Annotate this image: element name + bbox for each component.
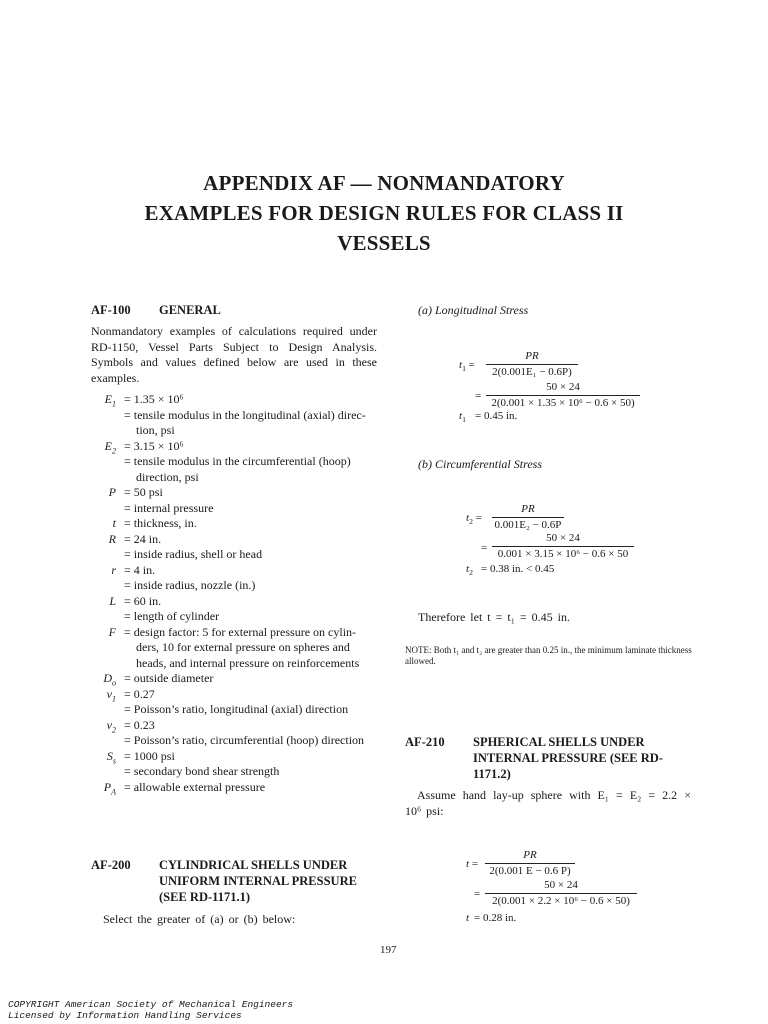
symbol-t: t	[112, 516, 116, 530]
circ-eq2-den: 0.001 × 3.15 × 10⁶ − 0.6 × 50	[492, 546, 634, 561]
af210-heading-line-3: 1171.2)	[473, 767, 511, 781]
e1-desc-1: = tensile modulus in the longitudinal (axial) direc-	[124, 408, 366, 422]
af200-heading-line-1: CYLINDRICAL SHELLS UNDER	[159, 858, 348, 872]
t2-result-symbol: $t_2$	[466, 563, 473, 578]
af200-number: AF-200	[91, 858, 131, 872]
e2-value: = 3.15 × 10⁶	[124, 439, 184, 453]
e1-desc-2: tion, psi	[136, 423, 175, 437]
therefore-statement: Therefore let t = t₁ = 0.45 in.	[418, 610, 571, 624]
e2-desc-1: = tensile modulus in the circumferential (hoop)	[124, 454, 351, 468]
f-desc-2: ders, 10 for external pressure on spheres and	[136, 640, 350, 654]
af210-heading-line-2: INTERNAL PRESSURE (SEE RD-	[473, 751, 663, 765]
sphere-eq2-num: 50 × 24	[544, 879, 578, 891]
symbol-nu2: $\nu_2$	[106, 718, 116, 735]
af100-intro: Nonmandatory examples of calculations required under RD-1150, Vessel Parts Subject to Design Analysis. Symbols and values defined below are used in these examples.	[91, 324, 377, 385]
af210-number: AF-210	[405, 735, 445, 749]
ss-value: = 1000 psi	[124, 749, 175, 763]
af200-heading	[159, 857, 357, 905]
t1-result-symbol: $t_1$	[459, 410, 466, 425]
page-title	[60, 168, 708, 258]
symbol-nu1: $\nu_1$	[106, 687, 116, 704]
symbol-f: F	[108, 625, 116, 639]
circ-result: = 0.38 in. < 0.45	[481, 563, 555, 575]
af210-heading	[473, 734, 663, 782]
pa-desc: = allowable external pressure	[124, 780, 266, 794]
r-desc: = inside radius, shell or head	[124, 547, 263, 561]
symbol-r-lower: r	[111, 563, 116, 577]
r2-desc: = inside radius, nozzle (in.)	[124, 578, 256, 592]
long-eq1-den: 2(0.001E₁ − 0.6P)	[486, 364, 578, 379]
f-desc-1: = design factor: 5 for external pressure on cylin-	[124, 625, 357, 639]
long-eq2-den: 2(0.001 × 1.35 × 10⁶ − 0.6 × 50)	[486, 395, 640, 410]
t-result-symbol: t	[466, 912, 470, 924]
symbol-ss: $S_s$	[106, 749, 116, 766]
sphere-result: = 0.28 in.	[474, 912, 517, 924]
symbol-l: L	[109, 594, 116, 608]
sphere-eq1-den: 2(0.001 E − 0.6 P)	[485, 863, 575, 878]
af210-heading-line-1: SPHERICAL SHELLS UNDER	[473, 735, 645, 749]
r-value: = 24 in.	[124, 532, 162, 546]
nu1-desc: = Poisson’s ratio, longitudinal (axial) direction	[124, 702, 349, 716]
l-desc: = length of cylinder	[124, 609, 220, 623]
p-desc: = internal pressure	[124, 501, 214, 515]
af100-heading: GENERAL	[159, 303, 221, 317]
footer-line-2: Licensed by Information Handling Services	[8, 1010, 242, 1021]
nu1-value: = 0.27	[124, 687, 155, 701]
symbol-pa: $P_A$	[103, 780, 116, 797]
sphere-eq2-den: 2(0.001 × 2.2 × 10⁶ − 0.6 × 50)	[485, 893, 637, 908]
t-desc: = thickness, in.	[124, 516, 197, 530]
circumferential-stress-label: (b) Circumferential Stress	[418, 457, 542, 471]
circ-eq2-equals: =	[481, 542, 488, 554]
footer-line-1: COPYRIGHT American Society of Mechanical Engineers	[8, 999, 294, 1010]
symbol-do: $D_o$	[103, 671, 116, 688]
page-number: 197	[380, 944, 397, 956]
e1-value: = 1.35 × 10⁶	[124, 392, 184, 406]
copyright-footer	[8, 999, 293, 1021]
note: NOTE: Both t₁ and t₂ are greater than 0.25 in., the minimum laminate thickness allowed.	[405, 645, 692, 666]
symbol-e2: $E_2$	[104, 439, 116, 456]
symbol-e1: $E_1$	[104, 392, 116, 409]
p-value: = 50 psi	[124, 485, 163, 499]
sphere-eq1-num: PR	[523, 849, 537, 861]
long-eq2-num: 50 × 24	[546, 381, 580, 393]
nu2-desc: = Poisson’s ratio, circumferential (hoop) direction	[124, 733, 365, 747]
title-line-2: EXAMPLES FOR DESIGN RULES FOR CLASS II	[144, 201, 624, 225]
t1-symbol: $t_1$ =	[459, 359, 475, 374]
do-desc: = outside diameter	[124, 671, 214, 685]
long-eq1-num: PR	[525, 350, 539, 362]
sphere-eq2-equals: =	[474, 888, 481, 900]
af200-heading-line-2: UNIFORM INTERNAL PRESSURE	[159, 874, 357, 888]
title-line-3: VESSELS	[337, 231, 431, 255]
longitudinal-stress-label: (a) Longitudinal Stress	[418, 303, 529, 317]
symbol-r-upper: R	[108, 532, 116, 546]
af100-number: AF-100	[91, 303, 131, 317]
circ-eq1-den: 0.001E₂ − 0.6P	[492, 517, 564, 532]
r2-value: = 4 in.	[124, 563, 156, 577]
t-symbol: t =	[466, 858, 479, 870]
af210-text: Assume hand lay-up sphere with E₁ = E₂ = 2.2 × 10⁶ psi:	[405, 788, 691, 818]
t2-symbol: $t_2$ =	[466, 512, 482, 527]
ss-desc: = secondary bond shear strength	[124, 764, 280, 778]
af200-text: Select the greater of (a) or (b) below:	[103, 912, 296, 926]
f-desc-3: heads, and internal pressure on reinforcements	[136, 656, 360, 670]
nu2-value: = 0.23	[124, 718, 155, 732]
af200-heading-line-3: (SEE RD-1171.1)	[159, 890, 250, 904]
e2-desc-2: direction, psi	[136, 470, 199, 484]
long-eq2-equals: =	[475, 390, 482, 402]
long-result: = 0.45 in.	[475, 410, 518, 422]
circ-eq1-num: PR	[521, 503, 535, 515]
l-value: = 60 in.	[124, 594, 162, 608]
title-line-1: APPENDIX AF — NONMANDATORY	[203, 171, 565, 195]
circ-eq2-num: 50 × 24	[546, 532, 580, 544]
symbol-p: P	[108, 485, 116, 499]
